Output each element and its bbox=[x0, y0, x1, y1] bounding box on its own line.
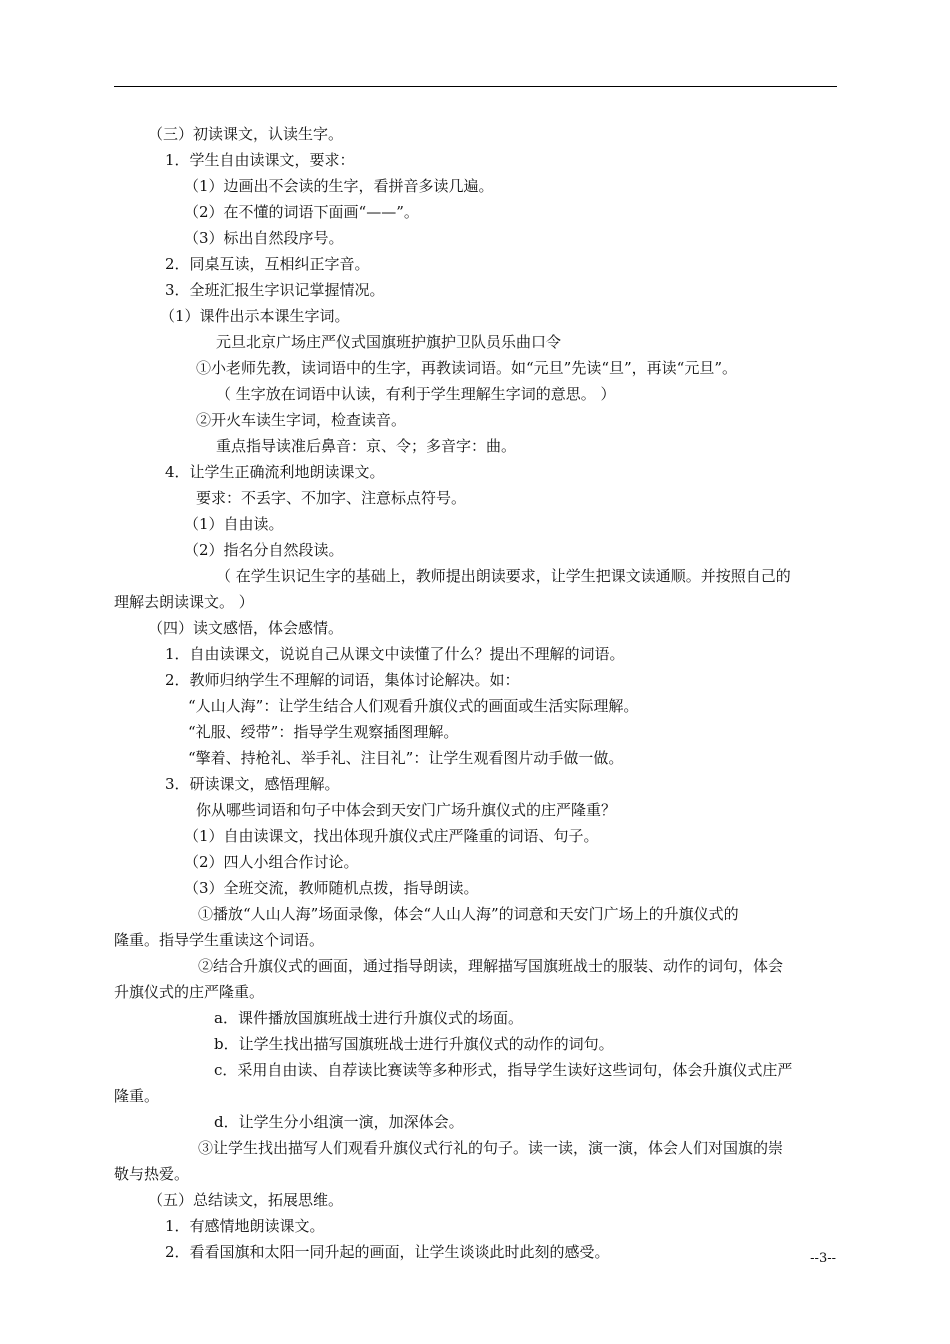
text-line: 隆重。 bbox=[114, 1087, 160, 1105]
text-line: （2）四人小组合作讨论。 bbox=[184, 853, 359, 871]
header-rule bbox=[114, 86, 837, 87]
text-line: 4．让学生正确流利地朗读课文。 bbox=[165, 463, 385, 481]
text-line: 隆重。指导学生重读这个词语。 bbox=[114, 931, 325, 949]
text-line: 1．自由读课文，说说自己从课文中读懂了什么？提出不理解的词语。 bbox=[165, 645, 625, 663]
text-line: 敬与热爱。 bbox=[114, 1165, 190, 1183]
text-line: ③让学生找出描写人们观看升旗仪式行礼的句子。读一读，演一演，体会人们对国旗的崇 bbox=[198, 1139, 784, 1157]
text-line: 1．有感情地朗读课文。 bbox=[165, 1217, 325, 1235]
text-line: （3）标出自然段序号。 bbox=[184, 229, 344, 247]
text-line: ①播放“人山人海”场面录像，体会“人山人海”的词意和天安门广场上的升旗仪式的 bbox=[198, 905, 739, 923]
text-line: 2．教师归纳学生不理解的词语，集体讨论解决。如： bbox=[165, 671, 520, 689]
text-line: 3．研读课文，感悟理解。 bbox=[165, 775, 340, 793]
note-line: （ 生字放在词语中认读，有利于学生理解生字词的意思。 ） bbox=[216, 385, 616, 403]
text-line: d．让学生分小组演一演，加深体会。 bbox=[214, 1113, 464, 1131]
section-heading-3: （三）初读课文，认读生字。 bbox=[148, 125, 344, 143]
text-line: （1）课件出示本课生字词。 bbox=[160, 307, 350, 325]
text-line: 你从哪些词语和句子中体会到天安门广场升旗仪式的庄严隆重？ bbox=[196, 801, 617, 819]
text-line: b．让学生找出描写国旗班战士进行升旗仪式的动作的词句。 bbox=[214, 1035, 614, 1053]
text-line: （1）边画出不会读的生字，看拼音多读几遍。 bbox=[184, 177, 494, 195]
text-line: ②结合升旗仪式的画面，通过指导朗读，理解描写国旗班战士的服装、动作的词句，体会 bbox=[198, 957, 784, 975]
text-line: 升旗仪式的庄严隆重。 bbox=[114, 983, 265, 1001]
text-line: （3）全班交流，教师随机点拨，指导朗读。 bbox=[184, 879, 479, 897]
text-line: 重点指导读准后鼻音：京、令；多音字：曲。 bbox=[216, 437, 517, 455]
text-line: （2）在不懂的词语下面画“——”。 bbox=[184, 203, 419, 221]
text-line: c．采用自由读、自荐读比赛读等多种形式，指导学生读好这些词句，体会升旗仪式庄严 bbox=[214, 1061, 793, 1079]
note-line: （ 在学生识记生字的基础上，教师提出朗读要求，让学生把课文读通顺。并按照自己的 bbox=[216, 567, 791, 585]
text-line: a．课件播放国旗班战士进行升旗仪式的场面。 bbox=[214, 1009, 523, 1027]
note-line: 理解去朗读课文。 ） bbox=[114, 593, 254, 611]
text-line: （1）自由读。 bbox=[184, 515, 284, 533]
section-heading-4: （四）读文感悟，体会感情。 bbox=[148, 619, 344, 637]
text-line: ①小老师先教，读词语中的生字，再教读词语。如“元旦”先读“旦”，再读“元旦”。 bbox=[196, 359, 738, 377]
text-line: （2）指名分自然段读。 bbox=[184, 541, 344, 559]
vocabulary-line: 元旦北京广场庄严仪式国旗班护旗护卫队员乐曲口令 bbox=[216, 333, 562, 351]
text-line: “礼服、绶带”：指导学生观察插图理解。 bbox=[188, 723, 459, 741]
text-line: 3．全班汇报生字识记掌握情况。 bbox=[165, 281, 385, 299]
text-line: 1．学生自由读课文，要求： bbox=[165, 151, 355, 169]
text-line: 要求：不丢字、不加字、注意标点符号。 bbox=[196, 489, 467, 507]
text-line: “擎着、持枪礼、举手礼、注目礼”：让学生观看图片动手做一做。 bbox=[188, 749, 624, 767]
text-line: 2．看看国旗和太阳一同升起的画面，让学生谈谈此时此刻的感受。 bbox=[165, 1243, 610, 1261]
text-line: “人山人海”：让学生结合人们观看升旗仪式的画面或生活实际理解。 bbox=[188, 697, 639, 715]
text-line: （1）自由读课文，找出体现升旗仪式庄严隆重的词语、句子。 bbox=[184, 827, 599, 845]
page-number: --3-- bbox=[810, 1251, 836, 1266]
section-heading-5: （五）总结读文，拓展思维。 bbox=[148, 1191, 344, 1209]
text-line: ②开火车读生字词，检查读音。 bbox=[196, 411, 407, 429]
text-line: 2．同桌互读，互相纠正字音。 bbox=[165, 255, 370, 273]
